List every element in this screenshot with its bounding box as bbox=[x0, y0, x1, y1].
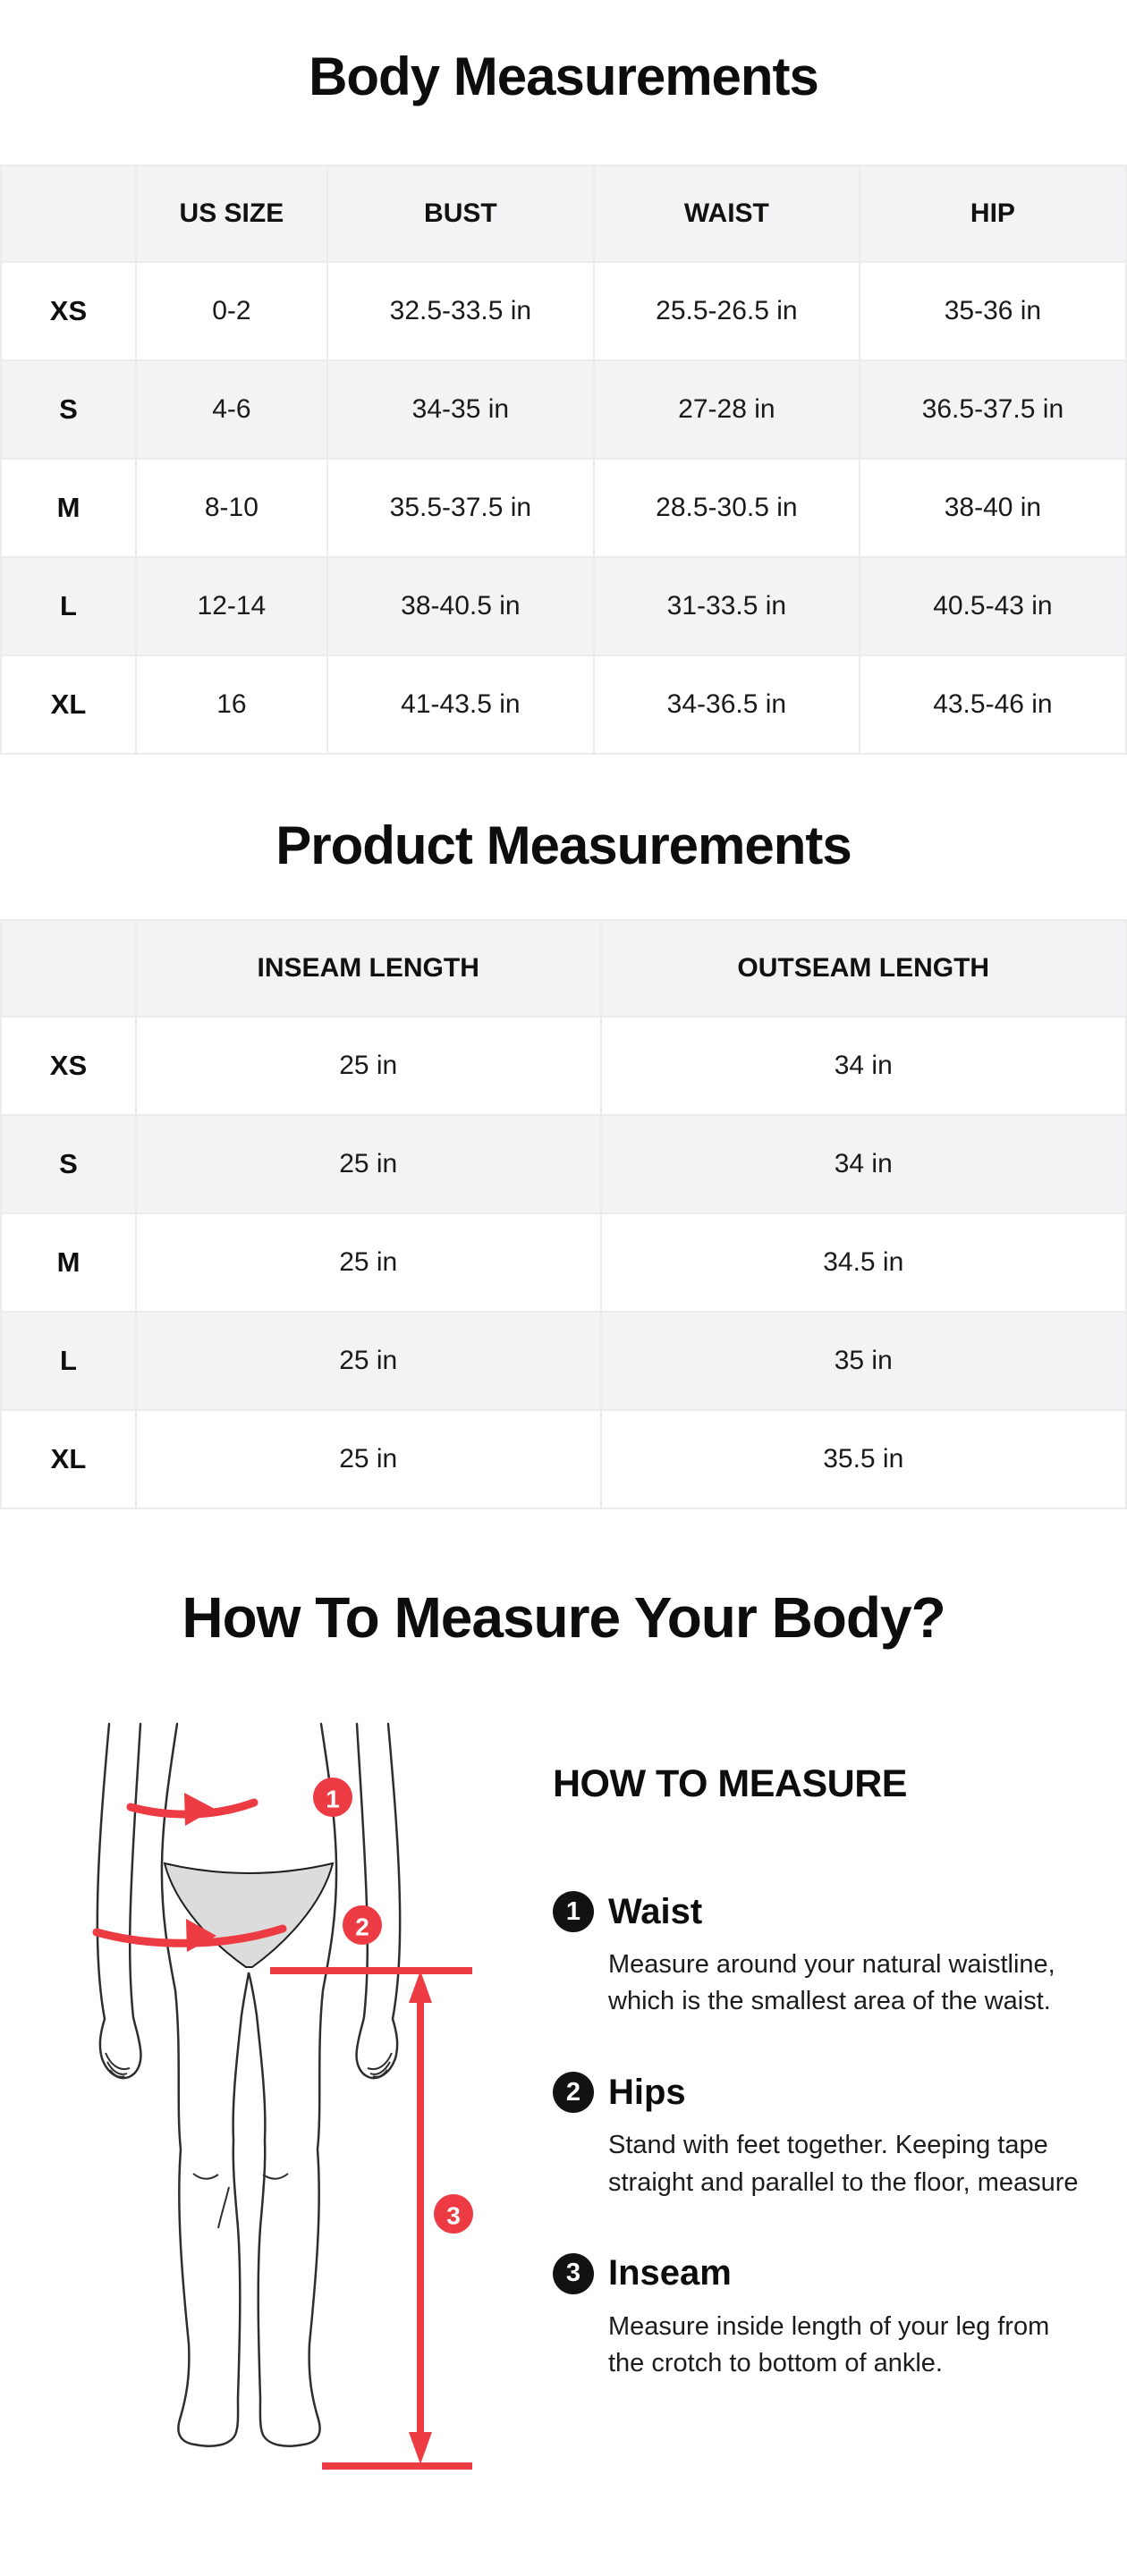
body-table-header-row bbox=[1, 165, 1126, 262]
inseam-value: 25 in bbox=[136, 1312, 601, 1410]
us-size-value: 12-14 bbox=[136, 557, 327, 655]
body-table-header-hip: HIP bbox=[860, 165, 1126, 262]
right-arm-outline bbox=[357, 1724, 401, 2078]
waist-label: Waist bbox=[608, 1891, 703, 1931]
body-table-header-us-size: US SIZE bbox=[136, 165, 327, 262]
us-size-value: 0-2 bbox=[136, 262, 327, 360]
product-measurements-title: Product Measurements bbox=[275, 815, 852, 875]
inseam-description: Measure inside length of your leg from the crotch to bottom of ankle. bbox=[608, 2311, 1050, 2378]
bust-value: 41-43.5 in bbox=[327, 655, 594, 754]
size-label: M bbox=[1, 1213, 136, 1312]
outseam-value: 35.5 in bbox=[601, 1410, 1127, 1508]
body-table-header-waist: WAIST bbox=[594, 165, 860, 262]
table-row bbox=[1, 1312, 1126, 1410]
table-row bbox=[1, 1115, 1126, 1213]
outseam-value: 34.5 in bbox=[601, 1213, 1127, 1312]
table-row bbox=[1, 655, 1126, 754]
waist-description: Measure around your natural waistline, which is the smallest area of the waist. bbox=[608, 1950, 1055, 2016]
product-measurements-table bbox=[0, 919, 1127, 1509]
table-row bbox=[1, 557, 1126, 655]
size-label: XL bbox=[1, 655, 136, 754]
inseam-value: 25 in bbox=[136, 1115, 601, 1213]
body-table-header-bust: BUST bbox=[327, 165, 594, 262]
size-label: L bbox=[1, 1312, 136, 1410]
size-label: S bbox=[1, 1115, 136, 1213]
body-diagram bbox=[54, 1722, 501, 2496]
body-measurements-table bbox=[0, 165, 1127, 755]
hips-badge-number: 2 bbox=[355, 1913, 369, 1941]
hip-value: 43.5-46 in bbox=[860, 655, 1126, 754]
hip-value: 36.5-37.5 in bbox=[860, 360, 1126, 459]
us-size-value: 16 bbox=[136, 655, 327, 754]
product-table-header-outseam: OUTSEAM LENGTH bbox=[601, 920, 1127, 1017]
inseam-label: Inseam bbox=[608, 2253, 732, 2293]
size-label: XL bbox=[1, 1410, 136, 1508]
measure-item-head bbox=[553, 2072, 1091, 2113]
measure-instructions bbox=[501, 1722, 1127, 2496]
waist-value: 28.5-30.5 in bbox=[594, 459, 860, 557]
inseam-badge-number: 3 bbox=[446, 2201, 461, 2230]
hip-value: 35-36 in bbox=[860, 262, 1126, 360]
inseam-value: 25 in bbox=[136, 1410, 601, 1508]
table-row bbox=[1, 262, 1126, 360]
outseam-value: 34 in bbox=[601, 1115, 1127, 1213]
table-row bbox=[1, 360, 1126, 459]
waist-value: 34-36.5 in bbox=[594, 655, 860, 754]
body-measurements-title: Body Measurements bbox=[309, 46, 818, 106]
product-table-header-empty bbox=[1, 920, 136, 1017]
table-row bbox=[1, 1017, 1126, 1115]
how-to-measure-section bbox=[0, 1722, 1127, 2496]
hips-number-badge: 2 bbox=[553, 2072, 594, 2113]
size-label: XS bbox=[1, 1017, 136, 1115]
bust-value: 32.5-33.5 in bbox=[327, 262, 594, 360]
outseam-value: 34 in bbox=[601, 1017, 1127, 1115]
body-table-header-empty bbox=[1, 165, 136, 262]
product-table-header-row bbox=[1, 920, 1126, 1017]
left-arm-outline bbox=[97, 1724, 141, 2078]
hips-description: Stand with feet together. Keeping tape straight and parallel to the floor, measure bbox=[608, 2131, 1079, 2197]
size-label: M bbox=[1, 459, 136, 557]
measure-item-inseam bbox=[553, 2253, 1091, 2382]
outseam-value: 35 in bbox=[601, 1312, 1127, 1410]
how-to-measure-heading: HOW TO MEASURE bbox=[553, 1762, 907, 1805]
table-row bbox=[1, 1410, 1126, 1508]
inseam-down-arrowhead-icon bbox=[409, 2432, 432, 2464]
product-table-header-inseam: INSEAM LENGTH bbox=[136, 920, 601, 1017]
waist-number-badge: 1 bbox=[553, 1891, 594, 1932]
size-label: XS bbox=[1, 262, 136, 360]
size-label: S bbox=[1, 360, 136, 459]
body-outline bbox=[162, 1724, 336, 2446]
waist-value: 27-28 in bbox=[594, 360, 860, 459]
measure-item-head bbox=[553, 1891, 1091, 1932]
body-diagram-illustration bbox=[54, 1722, 501, 2491]
waist-value: 31-33.5 in bbox=[594, 557, 860, 655]
table-row bbox=[1, 1213, 1126, 1312]
waist-value: 25.5-26.5 in bbox=[594, 262, 860, 360]
inseam-up-arrowhead-icon bbox=[409, 1971, 432, 2003]
table-row bbox=[1, 459, 1126, 557]
bust-value: 34-35 in bbox=[327, 360, 594, 459]
size-label: L bbox=[1, 557, 136, 655]
how-to-measure-title: How To Measure Your Body? bbox=[182, 1585, 945, 1650]
inseam-value: 25 in bbox=[136, 1017, 601, 1115]
hips-label: Hips bbox=[608, 2072, 686, 2112]
inseam-number-badge: 3 bbox=[553, 2253, 594, 2294]
waist-badge-number: 1 bbox=[326, 1785, 340, 1813]
us-size-value: 8-10 bbox=[136, 459, 327, 557]
inseam-value: 25 in bbox=[136, 1213, 601, 1312]
hip-value: 40.5-43 in bbox=[860, 557, 1126, 655]
measure-item-waist bbox=[553, 1891, 1091, 2020]
us-size-value: 4-6 bbox=[136, 360, 327, 459]
measure-item-head bbox=[553, 2253, 1091, 2294]
bust-value: 35.5-37.5 in bbox=[327, 459, 594, 557]
measure-item-hips bbox=[553, 2072, 1091, 2200]
hip-value: 38-40 in bbox=[860, 459, 1126, 557]
bust-value: 38-40.5 in bbox=[327, 557, 594, 655]
